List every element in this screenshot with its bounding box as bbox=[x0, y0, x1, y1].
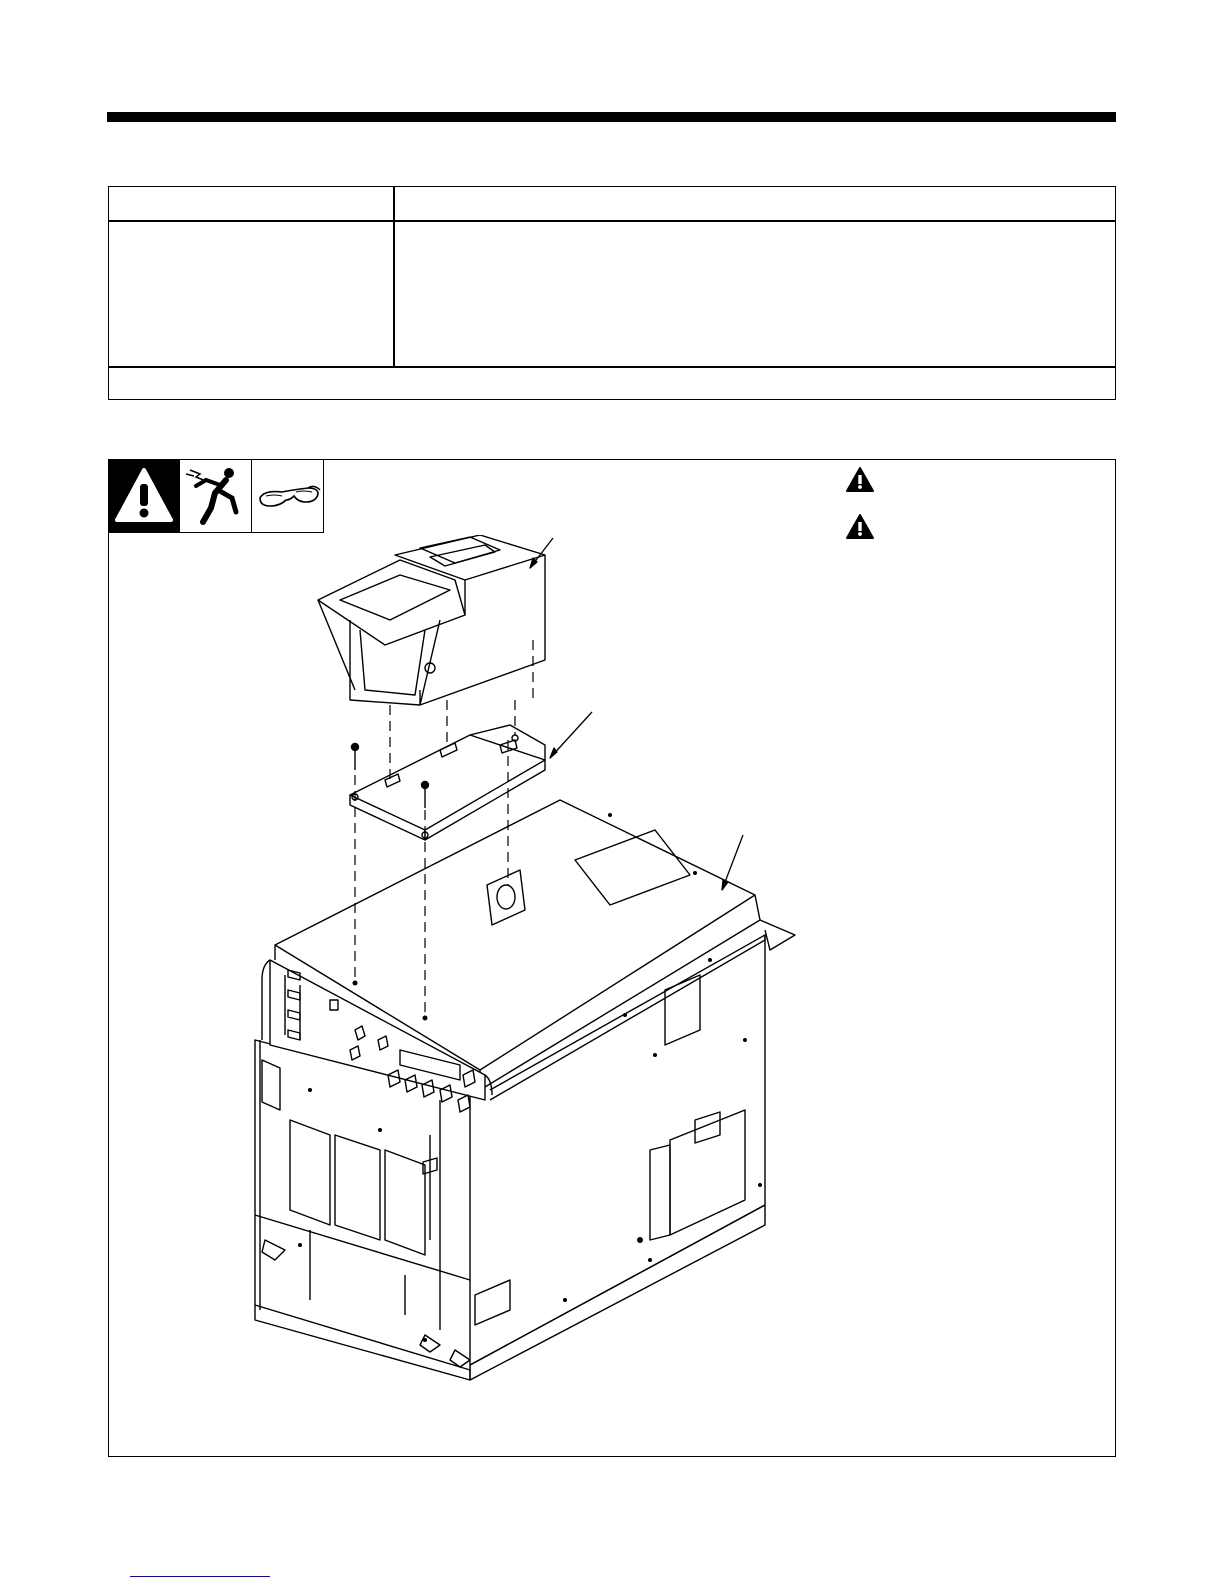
electric-shock-icon bbox=[180, 460, 252, 533]
footer-link[interactable] bbox=[130, 1576, 270, 1577]
power-source bbox=[255, 800, 795, 1380]
table-footer-cell bbox=[109, 368, 1115, 399]
warning-triangle-icon bbox=[845, 513, 875, 540]
section-header-rule bbox=[107, 112, 1116, 122]
table-body-right-cell bbox=[395, 222, 1115, 366]
warning-triangle-icon bbox=[845, 466, 875, 493]
exploded-assembly-diagram bbox=[240, 535, 800, 1390]
hazard-symbol-strip bbox=[108, 460, 325, 533]
table-header-right-cell bbox=[395, 187, 1115, 220]
table-header-left-cell bbox=[109, 187, 393, 220]
table-body-left-cell bbox=[109, 222, 393, 366]
feeder-unit bbox=[318, 535, 545, 705]
specifications-table bbox=[108, 186, 1116, 400]
safety-glasses-icon bbox=[252, 460, 324, 533]
warning-triangle-icon bbox=[108, 460, 180, 533]
